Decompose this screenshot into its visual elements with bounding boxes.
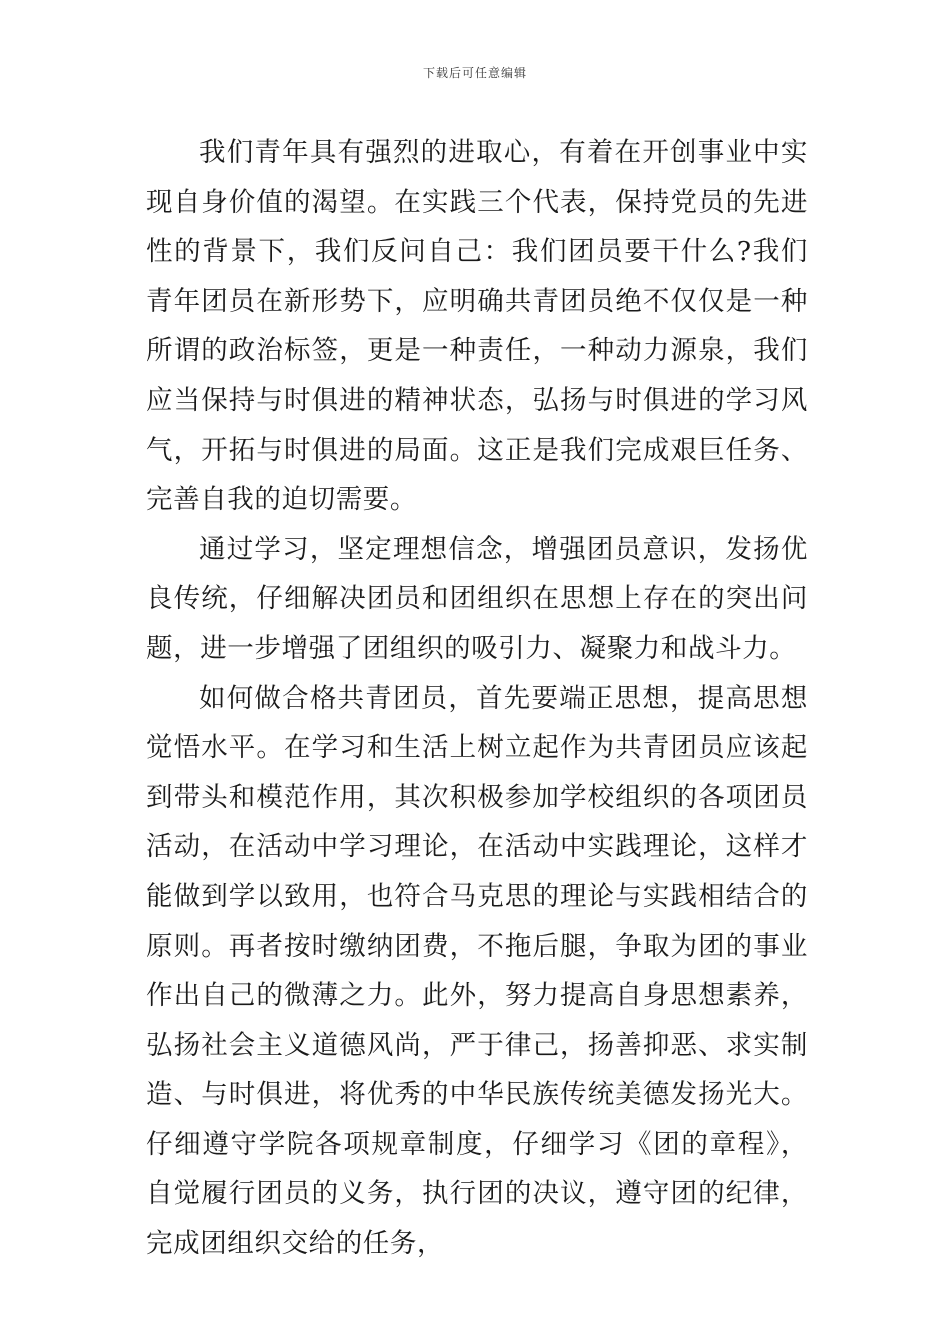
- paragraph-1: 我们青年具有强烈的进取心，有着在开创事业中实现自身价值的渴望。在实践三个代表，保持党员的先进性的背景下，我们反问自己：我们团员要干什么?我们青年团员在新形势下，应明确共青团员绝不仅仅是一种所谓的政治标签，更是一种责任，一种动力源泉，我们应当保持与时俱进的精神状态，弘扬与时俱进的学习风气，开拓与时俱进的局面。这正是我们完成艰巨任务、完善自我的迫切需要。: [146, 137, 808, 516]
- document-body: [146, 128, 808, 1269]
- paragraph-2: 通过学习，坚定理想信念，增强团员意识，发扬优良传统，仔细解决团员和团组织在思想上存在的突出问题，进一步增强了团组织的吸引力、凝聚力和战斗力。: [146, 533, 808, 664]
- paragraph-3: 如何做合格共青团员，首先要端正思想，提高思想觉悟水平。在学习和生活上树立起作为共青团员应该起到带头和模范作用，其次积极参加学校组织的各项团员活动，在活动中学习理论，在活动中实践理论，这样才能做到学以致用，也符合马克思的理论与实践相结合的原则。再者按时缴纳团费，不拖后腿，争取为团的事业作出自己的微薄之力。此外，努力提高自身思想素养，弘扬社会主义道德风尚，严于律己，扬善抑恶、求实制造、与时俱进，将优秀的中华民族传统美德发扬光大。仔细遵守学院各项规章制度，仔细学习《团的章程》，自觉履行团员的义务，执行团的决议，遵守团的纪律，完成团组织交给的任务，: [146, 682, 808, 1260]
- header-note: 下载后可任意编辑: [422, 66, 527, 80]
